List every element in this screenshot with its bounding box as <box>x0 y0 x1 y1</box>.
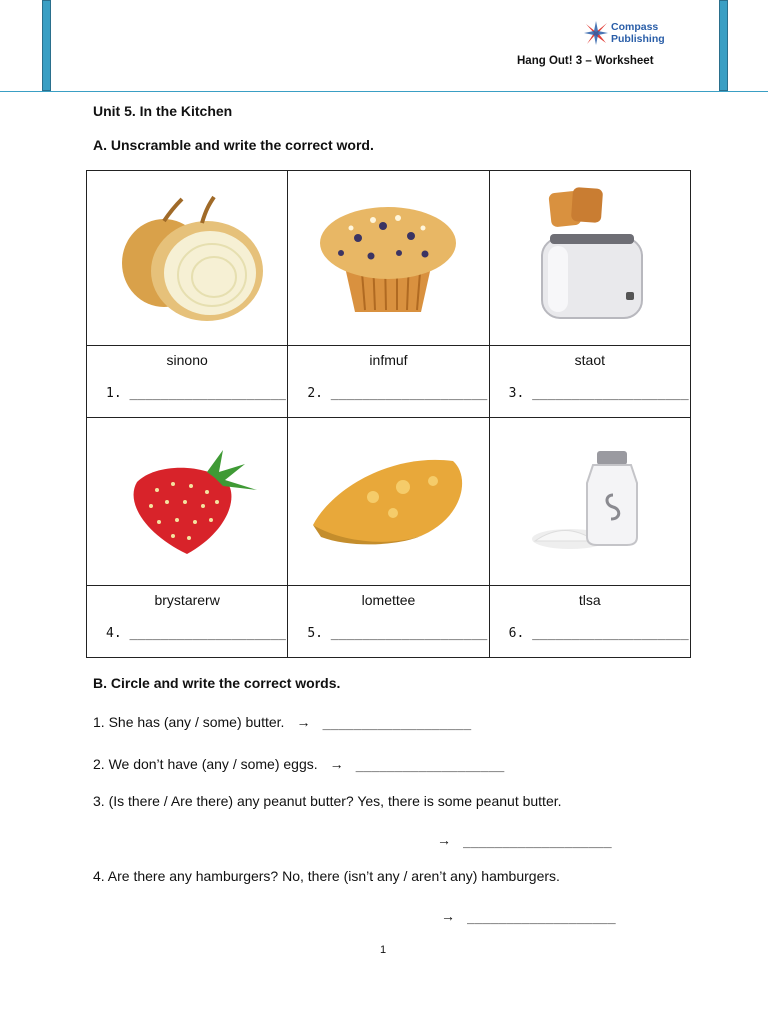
worksheet-title: Hang Out! 3 – Worksheet <box>517 55 654 67</box>
question-4-text: 4. Are there any hamburgers? No, there (isn’t any / aren’t any) hamburgers. <box>93 868 560 884</box>
scrambled-word-2: infmuf <box>369 352 408 368</box>
answer-blank-4[interactable]: ___________________ <box>467 910 616 925</box>
header-right-bar <box>719 0 728 91</box>
picture-cell-1 <box>87 171 288 346</box>
salt-shaker-icon <box>525 447 655 557</box>
answer-line-1[interactable]: 1. ____________________ <box>106 386 287 401</box>
answer-blank-3[interactable]: ___________________ <box>463 834 612 849</box>
answer-line-6[interactable]: 6. ____________________ <box>508 626 689 641</box>
toaster-icon <box>520 186 660 331</box>
arrow-icon: → <box>441 908 455 924</box>
header-left-bar <box>42 0 51 91</box>
compass-star-icon <box>583 20 609 46</box>
arrow-icon: → <box>296 714 311 730</box>
word-cell-6 <box>489 586 690 658</box>
question-3-answer-line <box>425 832 612 849</box>
answer-line-3[interactable]: 3. ____________________ <box>508 386 689 401</box>
unit-title: Unit 5. In the Kitchen <box>93 103 233 119</box>
word-cell-4 <box>87 586 288 658</box>
question-2 <box>93 756 504 773</box>
word-cell-5 <box>288 586 489 658</box>
arrow-icon: → <box>437 832 451 848</box>
scrambled-word-4: brystarerw <box>154 592 220 608</box>
onion-icon <box>102 193 272 323</box>
scrambled-word-1: sinono <box>166 352 208 368</box>
picture-cell-5 <box>288 418 489 586</box>
logo-text <box>611 21 665 45</box>
word-cell-1 <box>87 346 288 418</box>
question-3-text: 3. (Is there / Are there) any peanut butter? Yes, there is some peanut butter. <box>93 793 562 809</box>
word-cell-3 <box>489 346 690 418</box>
logo-line-1: Compass <box>611 21 659 33</box>
header-divider <box>0 91 768 92</box>
picture-cell-4 <box>87 418 288 586</box>
answer-line-5[interactable]: 5. ____________________ <box>307 626 488 641</box>
picture-cell-2 <box>288 171 489 346</box>
question-2-text: 2. We don’t have (any / some) eggs. <box>93 756 318 772</box>
publisher-logo <box>583 20 683 46</box>
question-1 <box>93 714 471 731</box>
answer-line-4[interactable]: 4. ____________________ <box>106 626 287 641</box>
omelette-icon <box>303 447 473 557</box>
scrambled-word-5: lomettee <box>361 592 416 608</box>
answer-blank-2[interactable]: ___________________ <box>355 758 505 773</box>
logo-line-2: Publishing <box>611 33 665 45</box>
page-number: 1 <box>380 944 387 956</box>
answer-blank-1[interactable]: ___________________ <box>322 716 472 731</box>
strawberry-icon <box>107 442 267 562</box>
arrow-icon: → <box>329 756 344 772</box>
picture-cell-6 <box>489 418 690 586</box>
scrambled-word-6: tlsa <box>578 592 601 608</box>
picture-cell-3 <box>489 171 690 346</box>
muffin-icon <box>313 198 463 318</box>
question-4-answer-line <box>429 908 616 925</box>
section-b-heading: B. Circle and write the correct words. <box>93 675 341 691</box>
word-cell-2 <box>288 346 489 418</box>
vocabulary-table <box>86 170 691 658</box>
scrambled-word-3: staot <box>574 352 605 368</box>
question-1-text: 1. She has (any / some) butter. <box>93 714 285 730</box>
answer-line-2[interactable]: 2. ____________________ <box>307 386 488 401</box>
section-a-heading: A. Unscramble and write the correct word. <box>93 137 374 153</box>
